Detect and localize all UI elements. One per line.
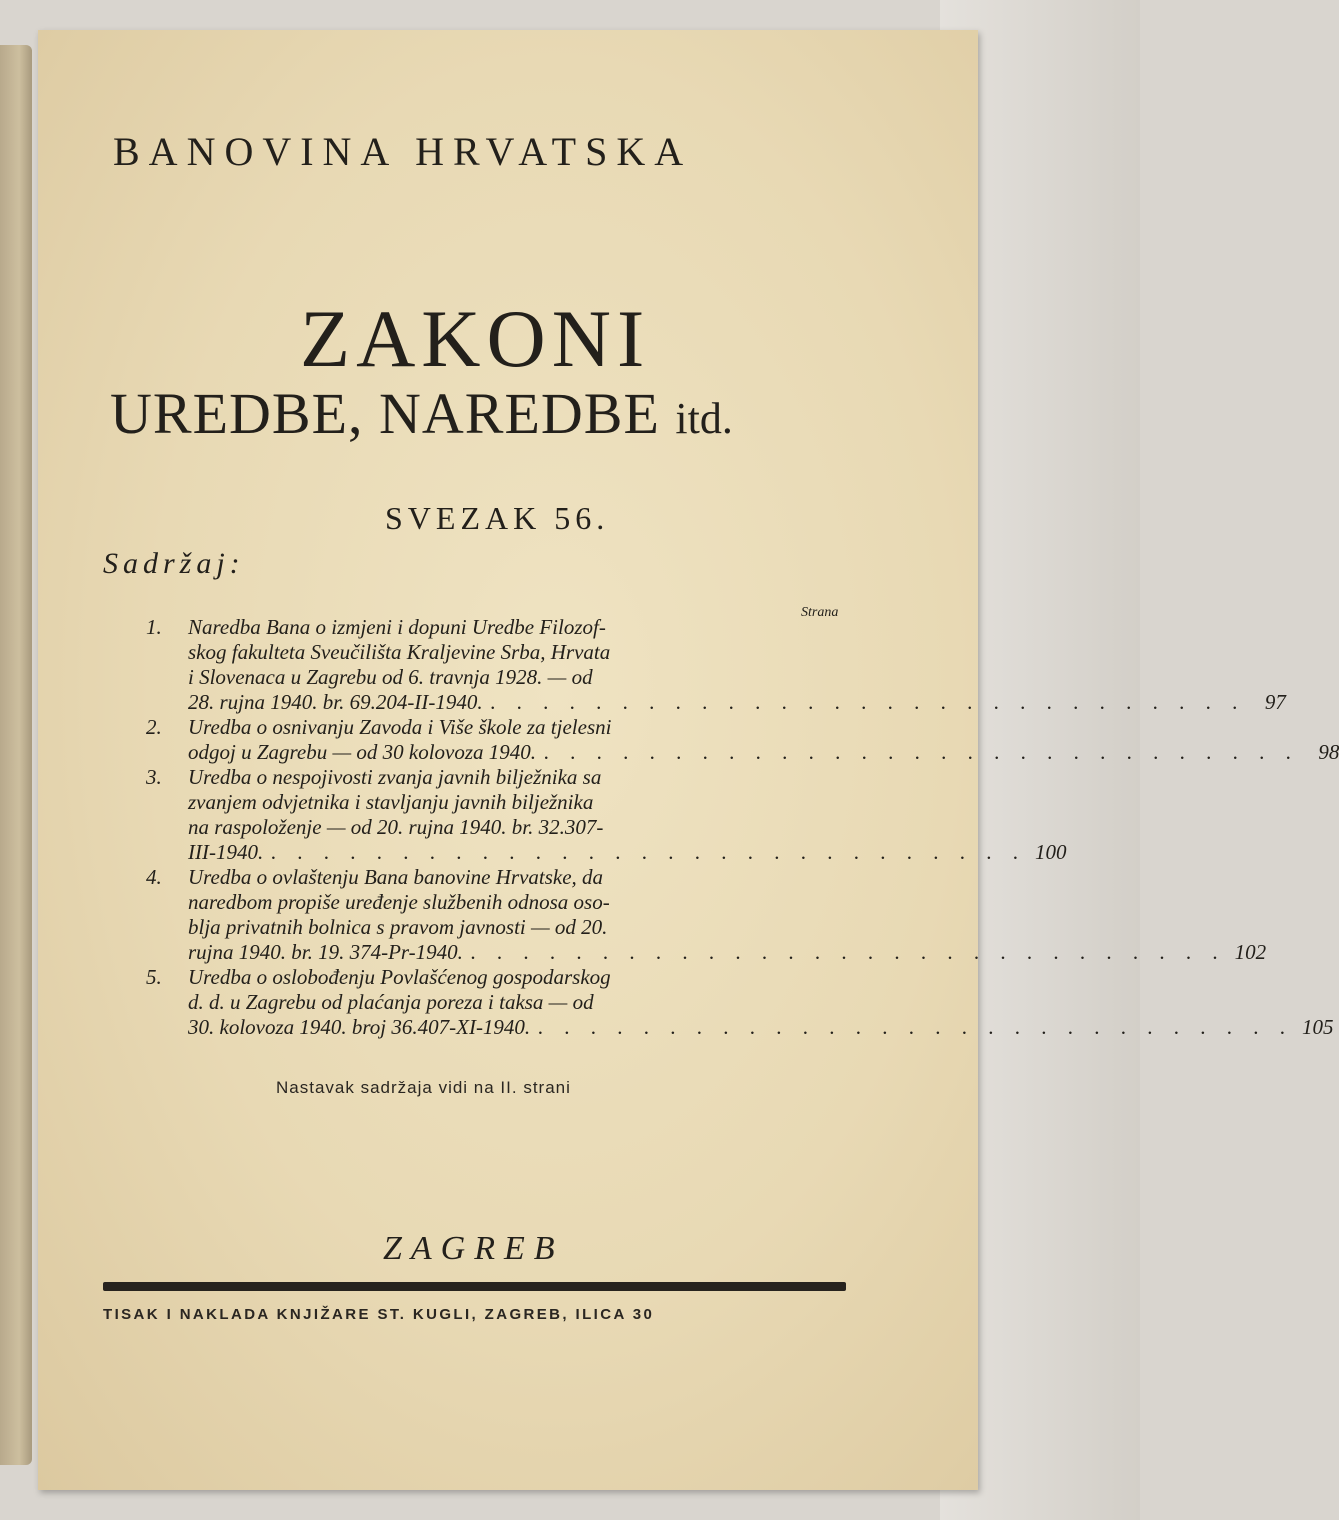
toc-entry-text: Uredba o nespojivosti zvanja javnih bilježnika sa: [188, 765, 602, 789]
toc-entry-number: 2.: [146, 715, 162, 739]
toc-entry-text: naredbom propiše uređenje službenih odnosa oso-: [188, 890, 610, 914]
toc-page-number: 97: [1264, 690, 1286, 714]
dot-leader: . . . . . . . . . . . . . . . . . . . . . . . . . . . . .: [538, 1015, 1294, 1039]
toc-entry-line: [188, 665, 861, 690]
publisher-title: BANOVINA HRVATSKA: [113, 129, 693, 174]
toc-entry-line: [188, 690, 1286, 715]
divider-rule: [103, 1282, 846, 1291]
toc-entry-line: [188, 915, 861, 940]
toc-entry-text: Uredba o osnivanju Zavoda i Više škole za tjelesni: [188, 715, 612, 739]
table-of-contents: [146, 615, 1339, 1040]
toc-page-number: 105: [1301, 1015, 1334, 1039]
toc-entry-line: [188, 790, 861, 815]
dot-leader: . . . . . . . . . . . . . . . . . . . . . . . . . . . . .: [470, 940, 1227, 964]
toc-entry-line: [188, 640, 861, 665]
book-spine: [0, 45, 32, 1465]
toc-entry-line: [188, 815, 861, 840]
issue-number: SVEZAK 56.: [385, 500, 610, 536]
toc-entry-line: [188, 990, 861, 1015]
toc-entry: [146, 615, 1286, 715]
toc-entry-text: i Slovenaca u Zagrebu od 6. travnja 1928. — od: [188, 665, 593, 689]
toc-entry: [146, 965, 1334, 1040]
toc-entry-text: III-1940.: [188, 840, 264, 864]
dot-leader: . . . . . . . . . . . . . . . . . . . . . . . . . . . . .: [271, 840, 1027, 864]
toc-entry: [146, 865, 1267, 965]
page-column-label: Strana: [801, 605, 839, 620]
toc-entry-line: [188, 740, 1339, 765]
contents-heading: Sadržaj:: [103, 547, 245, 580]
subtitle-main: UREDBE, NAREDBE: [110, 381, 660, 446]
toc-entry-text: na raspoloženje — od 20. rujna 1940. br. 32.307-: [188, 815, 604, 839]
continuation-note: Nastavak sadržaja vidi na II. strani: [276, 1078, 571, 1097]
toc-entry-line: [188, 715, 861, 740]
toc-entry: [146, 765, 1067, 865]
toc-entry-line: [188, 1015, 1334, 1040]
toc-entry-text: d. d. u Zagrebu od plaćanja poreza i taksa — od: [188, 990, 594, 1014]
toc-entry: [146, 715, 1339, 765]
toc-entry-line: [188, 940, 1267, 965]
toc-entry-number: 5.: [146, 965, 162, 989]
toc-page-number: 102: [1234, 940, 1267, 964]
toc-page-number: 98: [1318, 740, 1339, 764]
toc-entry-number: 4.: [146, 865, 162, 889]
title-page: [38, 30, 1339, 1490]
toc-page-number: 100: [1034, 840, 1067, 864]
toc-entry-text: Uredba o ovlaštenju Bana banovine Hrvatske, da: [188, 865, 604, 889]
dot-leader: . . . . . . . . . . . . . . . . . . . . . . . . . . . . .: [544, 740, 1300, 764]
toc-entry-line: [188, 615, 861, 640]
dot-leader: . . . . . . . . . . . . . . . . . . . . . . . . . . . . .: [490, 690, 1246, 714]
toc-entry-text: Naredba Bana o izmjeni i dopuni Uredbe Filozof-: [188, 615, 606, 639]
toc-entry-text: odgoj u Zagrebu — od 30 kolovoza 1940.: [188, 740, 537, 764]
toc-entry-text: zvanjem odvjetnika i stavljanju javnih bilježnika: [188, 790, 594, 814]
toc-entry-text: blja privatnih bolnica s pravom javnosti — od 20.: [188, 915, 608, 939]
city-name: ZAGREB: [383, 1230, 564, 1267]
toc-entry-number: 3.: [146, 765, 162, 789]
subtitle-suffix: itd.: [675, 394, 733, 443]
toc-entry-text: rujna 1940. br. 19. 374-Pr-1940.: [188, 940, 463, 964]
toc-entry-line: [188, 840, 1067, 865]
toc-entry-line: [188, 765, 861, 790]
toc-entry-text: skog fakulteta Sveučilišta Kraljevine Srba, Hrvata: [188, 640, 611, 664]
toc-entry-number: 1.: [146, 615, 162, 639]
printer-line: TISAK I NAKLADA KNJIŽARE ST. KUGLI, ZAGREB, ILICA 30: [103, 1306, 655, 1323]
main-title: ZAKONI: [300, 293, 651, 384]
toc-entry-text: 28. rujna 1940. br. 69.204-II-1940.: [188, 690, 483, 714]
toc-entry-text: 30. kolovoza 1940. broj 36.407-XI-1940.: [188, 1015, 531, 1039]
toc-entry-text: Uredba o oslobođenju Povlašćenog gospodarskog: [188, 965, 611, 989]
toc-entry-line: [188, 965, 861, 990]
toc-entry-line: [188, 890, 861, 915]
toc-entry-line: [188, 865, 861, 890]
subtitle: [110, 380, 733, 447]
